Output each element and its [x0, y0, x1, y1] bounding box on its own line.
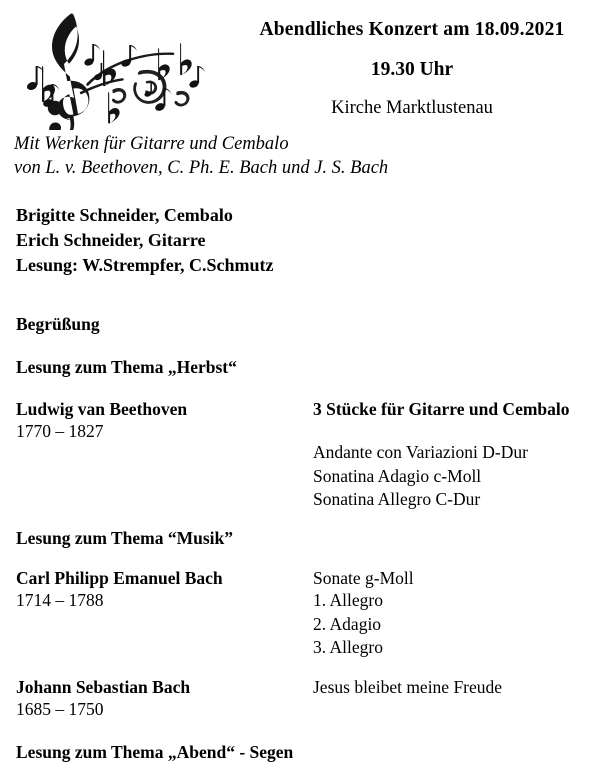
movement-item: 3. Allegro	[313, 636, 383, 657]
composer-name: Ludwig van Beethoven	[16, 399, 188, 419]
composer-column	[16, 398, 306, 443]
movement-item: 2. Adagio	[313, 613, 382, 634]
movement-list	[313, 589, 598, 659]
composer-column	[16, 676, 306, 721]
treble-clef-icon	[8, 8, 213, 130]
page-title: Abendliches Konzert am 18.09.2021	[259, 19, 565, 40]
composer-years: 1714 – 1788	[16, 590, 104, 611]
composer-name: Johann Sebastian Bach	[16, 677, 191, 697]
composer-column	[16, 567, 306, 612]
works-column	[313, 567, 598, 659]
program-greeting: Begrüßung	[16, 314, 100, 334]
performer-readers: Lesung: W.Strempfer, C.Schmutz	[16, 255, 274, 276]
works-column	[313, 398, 598, 511]
movement-item: Andante con Variazioni D-Dur	[313, 442, 528, 463]
program-subtitle	[14, 132, 388, 181]
movement-item: Sonatina Allegro C-Dur	[313, 488, 481, 509]
movement-item: 1. Allegro	[313, 590, 383, 611]
work-title: Jesus bleibet meine Freude	[313, 677, 503, 697]
program-reading-abend-segen: Lesung zum Thema „Abend“ - Segen	[16, 742, 294, 762]
performer-guitar: Erich Schneider, Gitarre	[16, 230, 206, 251]
works-column	[313, 676, 598, 698]
work-title: 3 Stücke für Gitarre und Cembalo	[313, 399, 570, 419]
composer-years: 1685 – 1750	[16, 699, 104, 720]
performers-list	[16, 203, 274, 278]
work-title: Sonate g-Moll	[313, 568, 414, 588]
program-reading-herbst: Lesung zum Thema „Herbst“	[16, 357, 237, 377]
performer-harpsichord: Brigitte Schneider, Cembalo	[16, 205, 233, 225]
movement-list	[313, 441, 598, 511]
subtitle-line-2: von L. v. Beethoven, C. Ph. E. Bach und J. S. Bach	[14, 158, 389, 179]
concert-venue: Kirche Marktlustenau	[331, 97, 493, 118]
program-reading-musik: Lesung zum Thema “Musik”	[16, 528, 234, 548]
concert-time: 19.30 Uhr	[370, 59, 454, 81]
header-block	[232, 18, 592, 120]
composer-name: Carl Philipp Emanuel Bach	[16, 568, 223, 588]
movement-item: Sonatina Adagio c-Moll	[313, 465, 482, 486]
composer-years: 1770 – 1827	[16, 421, 104, 442]
subtitle-line-1: Mit Werken für Gitarre und Cembalo	[14, 134, 289, 154]
